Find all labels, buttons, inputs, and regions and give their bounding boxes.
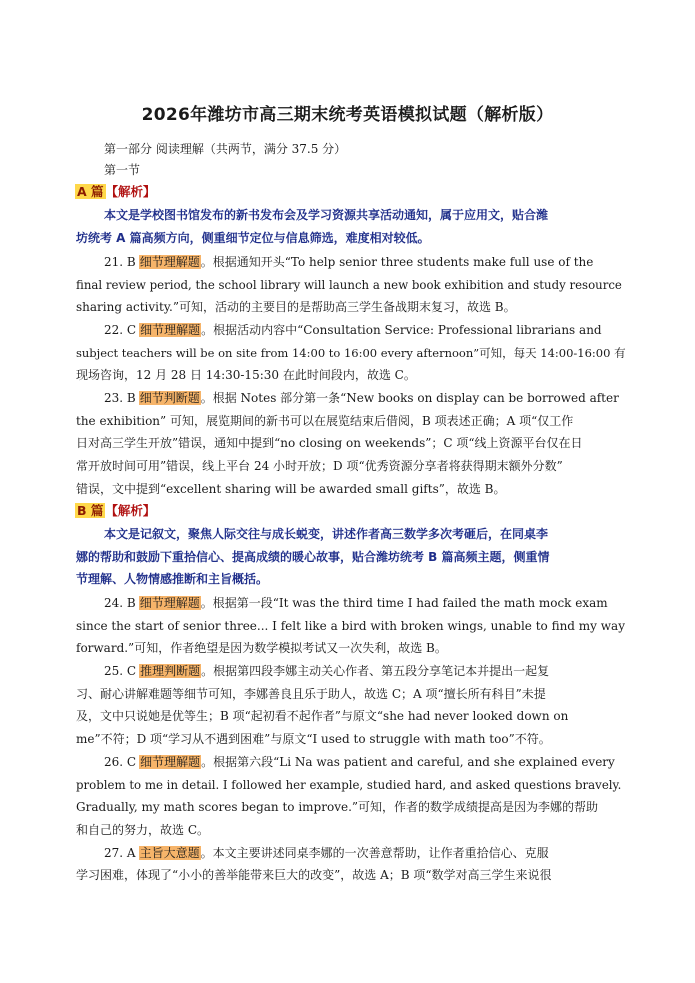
answer-27-line: 学习困难，体现了“小小的善举能带来巨大的改变”，故选 A；B 项“数学对高三学生来说很 (76, 868, 552, 882)
answer-26-line (104, 754, 626, 770)
passage-b-summary-line: 娜的帮助和鼓励下重拾信心、提高成绩的暖心故事，贴合潍坊统考 B 篇高频主题，侧重情 (76, 550, 550, 564)
answer-21-line: final review period, the school library will launch a new book exhibition and study resource (76, 278, 622, 292)
answer-23-line: 常开放时间可用”错误，线上平台 24 小时开放；D 项“优秀资源分享者将获得期末额外分数” (76, 459, 563, 473)
answer-23-line: 日对高三学生开放”错误，通知中提到“no closing on weekends”；C 项“线上资源平台仅在日 (76, 436, 583, 450)
answer-25-line (104, 663, 626, 679)
answer-23-number: 23. B (104, 391, 136, 405)
section-heading: 第一节 (104, 163, 141, 177)
answer-22-line (104, 322, 626, 338)
answer-22-text: 。根据活动内容中“Consultation Service: Professional librarians and (201, 323, 602, 337)
answer-25-line: me”不符；D 项“学习从不遇到困难”与原文“I used to struggle with math too”不符。 (76, 732, 551, 746)
passage-b-summary-line: 本文是记叙文，聚焦人际交往与成长蜕变，讲述作者高三数学多次考砸后，在同桌李 (104, 527, 549, 541)
answer-25-line: 习、耐心讲解难题等细节可知，李娜善良且乐于助人，故选 C；A 项“擅长所有科目”未提 (76, 687, 546, 701)
answer-22-type-tag: 细节理解题 (140, 323, 201, 337)
passage-a-label: A 篇 (77, 184, 104, 199)
answer-27-number: 27. A (104, 846, 136, 860)
answer-22-line: 现场咨询，12 月 28 日 14:30-15:30 在此时间段内，故选 C。 (76, 368, 416, 382)
answer-23-line (104, 390, 626, 406)
answer-22-number: 22. C (104, 323, 137, 337)
answer-25-line: 及，文中只说她是优等生；B 项“起初看不起作者”与原文“she had never looked down on (76, 709, 569, 723)
answer-23-line: 错误，文中提到“excellent sharing will be awarded small gifts”，故选 B。 (76, 482, 506, 496)
answer-25-text: 。根据第四段李娜主动关心作者、第五段分享笔记本并提出一起复 (201, 664, 550, 678)
answer-24-line (104, 595, 626, 611)
answer-26-line: problem to me in detail. I followed her example, studied hard, and asked questions bravely. (76, 778, 622, 792)
answer-26-line: Gradually, my math scores began to improve.”可知，作者的数学成绩提高是因为李娜的帮助 (76, 800, 599, 814)
answer-24-text: 。根据第一段“It was the third time I had failed the math mock exam (200, 596, 608, 610)
answer-27-line (104, 845, 626, 861)
passage-a-summary-line: 本文是学校图书馆发布的新书发布会及学习资源共享活动通知，属于应用文，贴合潍 (104, 208, 549, 222)
answer-21-type-tag: 细节理解题 (139, 255, 200, 269)
answer-24-number: 24. B (104, 596, 136, 610)
answer-24-line: forward.”可知，作者绝望是因为数学模拟考试又一次失利，故选 B。 (76, 641, 447, 655)
answer-21-number: 21. B (104, 255, 136, 269)
answer-21-line: sharing activity.”可知，活动的主要目的是帮助高三学生备战期末复习，故选 B。 (76, 300, 516, 314)
answer-26-number: 26. C (104, 755, 137, 769)
answer-24-type-tag: 细节理解题 (139, 596, 200, 610)
answer-21-text: 。根据通知开头“To help senior three students make full use of the (200, 255, 594, 269)
passage-a-analysis-label: 【解析】 (105, 184, 156, 199)
passage-a-heading (75, 184, 156, 200)
answer-22-line: subject teachers will be on site from 14:00 to 16:00 every afternoon”可知，每天 14:00-16:00 有 (76, 346, 626, 360)
answer-23-text: 。根据 Notes 部分第一条“New books on display can be borrowed after (200, 391, 619, 405)
passage-a-summary-line: 坊统考 A 篇高频方向，侧重细节定位与信息筛选，难度相对较低。 (76, 231, 430, 245)
answer-25-type-tag: 推理判断题 (140, 664, 201, 678)
answer-24-line: since the start of senior three... I felt like a bird with broken wings, unable to find my way (76, 619, 625, 633)
passage-b-heading (75, 503, 155, 519)
passage-b-analysis-label: 【解析】 (105, 503, 156, 518)
answer-25-number: 25. C (104, 664, 137, 678)
passage-b-label: B 篇 (77, 503, 104, 518)
answer-26-text: 。根据第六段“Li Na was patient and careful, and she explained every (201, 755, 615, 769)
part-heading: 第一部分 阅读理解（共两节，满分 37.5 分） (104, 142, 347, 156)
passage-b-summary-line: 节理解、人物情感推断和主旨概括。 (76, 572, 269, 586)
answer-27-text: 。本文主要讲述同桌李娜的一次善意帮助，让作者重拾信心、克服 (200, 846, 549, 860)
answer-23-type-tag: 细节判断题 (139, 391, 200, 405)
answer-27-type-tag: 主旨大意题 (139, 846, 200, 860)
answer-21-line (104, 254, 626, 270)
answer-26-line: 和自己的努力，故选 C。 (76, 823, 209, 837)
answer-26-type-tag: 细节理解题 (140, 755, 201, 769)
page-title: 2026年潍坊市高三期末统考英语模拟试题（解析版） (141, 105, 554, 125)
answer-23-line: the exhibition” 可知，展览期间的新书可以在展览结束后借阅，B 项表述正确；A 项“仅工作 (76, 414, 574, 428)
